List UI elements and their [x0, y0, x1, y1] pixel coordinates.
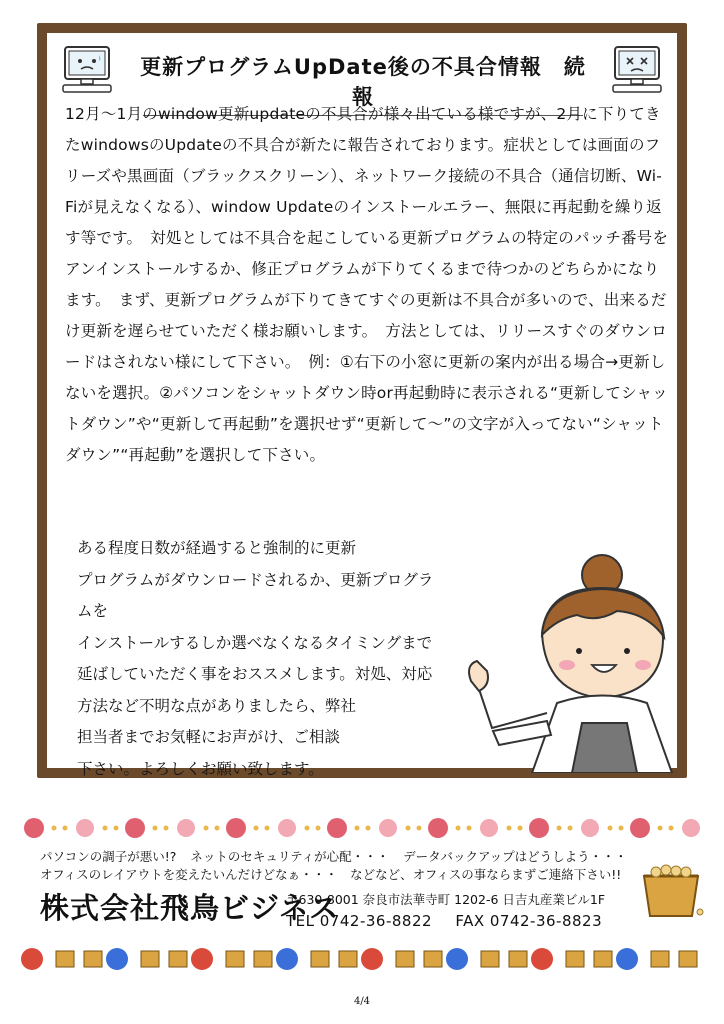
- computer-face-icon: [609, 45, 665, 95]
- notice-line: プログラムがダウンロードされるか、更新プログラムを: [77, 570, 434, 620]
- fax-number: FAX 0742-36-8823: [455, 912, 603, 930]
- notice-paper: [47, 33, 677, 778]
- notice-line: ある程度日数が経過すると強制的に更新: [77, 539, 357, 557]
- promo-line-2: オフィスのレイアウトを変えたいんだけどなぁ・・・ などなど、オフィスの事ならまずご連絡下さい!!: [40, 867, 622, 882]
- notice-paragraph: 12月～1月のwindow更新updateの不具合が様々出ている様ですが、2月に下りてきたwindowsのUpdateの不具合が新たに報告されております。症状としては画面のフリーズや黒画面（ブラックスクリーン）、ネットワーク接続の不具合（通信切断、Wi-Fiが見えなくなる）、window Updateのインストールエラー、無限に再起動を繰り返す等です。 対処としては不具合を起こしている更新プログラムの特定のパッチ番号をアンインストールするか、修正プログラムが下りてくるまで待つかのどちらかになります。 まず、更新プログラムが下りてきてすぐの更新は不具合が多いので、出来るだけ更新を遅らせていただく様お願いします。 方法としては、リリースすぐのダウンロードはされない様にして下さい。 例：①右下の小窓に更新の案内が出る場合→更新しないを選択。②パソコンをシャットダウン時or再起動時に表示される“更新してシャットダウン”や“更新して再起動”を選択せず“更新して～”の文字が入ってない“シャットダウン”“再起動”を選択して下さい。: [65, 105, 669, 464]
- company-phone: [286, 912, 620, 930]
- notice-body-narrow: [77, 533, 447, 785]
- computer-face-icon: [59, 45, 115, 95]
- notice-line: 延ばしていただく事をおススメします。対処、対応: [77, 665, 433, 683]
- notice-line: 方法など不明な点がありましたら、弊社: [77, 696, 357, 715]
- notice-line: インストールするしか選べなくなるタイミングまで: [77, 633, 433, 652]
- plum-flower-border: [20, 815, 710, 841]
- masu-bean-box-icon: [636, 862, 706, 920]
- notice-body: [65, 99, 670, 471]
- notice-frame: [37, 23, 687, 778]
- oni-border: [18, 944, 708, 974]
- woman-character: [447, 553, 687, 773]
- promo-line-1: パソコンの調子が悪い!? ネットのセキュリティが心配・・・ データバックアップはどうしよう・・・: [40, 849, 628, 864]
- company-name: 株式会社飛鳥ビジネス: [40, 891, 340, 925]
- page-number: 4/4: [353, 996, 371, 1007]
- promo-text: [40, 848, 637, 884]
- notice-title: 更新プログラムUpDate後の不具合情報 続報: [133, 51, 593, 116]
- tel-number: TEL 0742-36-8822: [286, 912, 433, 930]
- company-address: 〒630-8001 奈良市法華寺町 1202-6 日吉丸産業ビル1F: [286, 892, 606, 907]
- notice-line: 下さい。よろしくお願い致します。: [77, 759, 324, 778]
- notice-line: 担当者までお気軽にお声がけ、ご相談: [77, 728, 340, 746]
